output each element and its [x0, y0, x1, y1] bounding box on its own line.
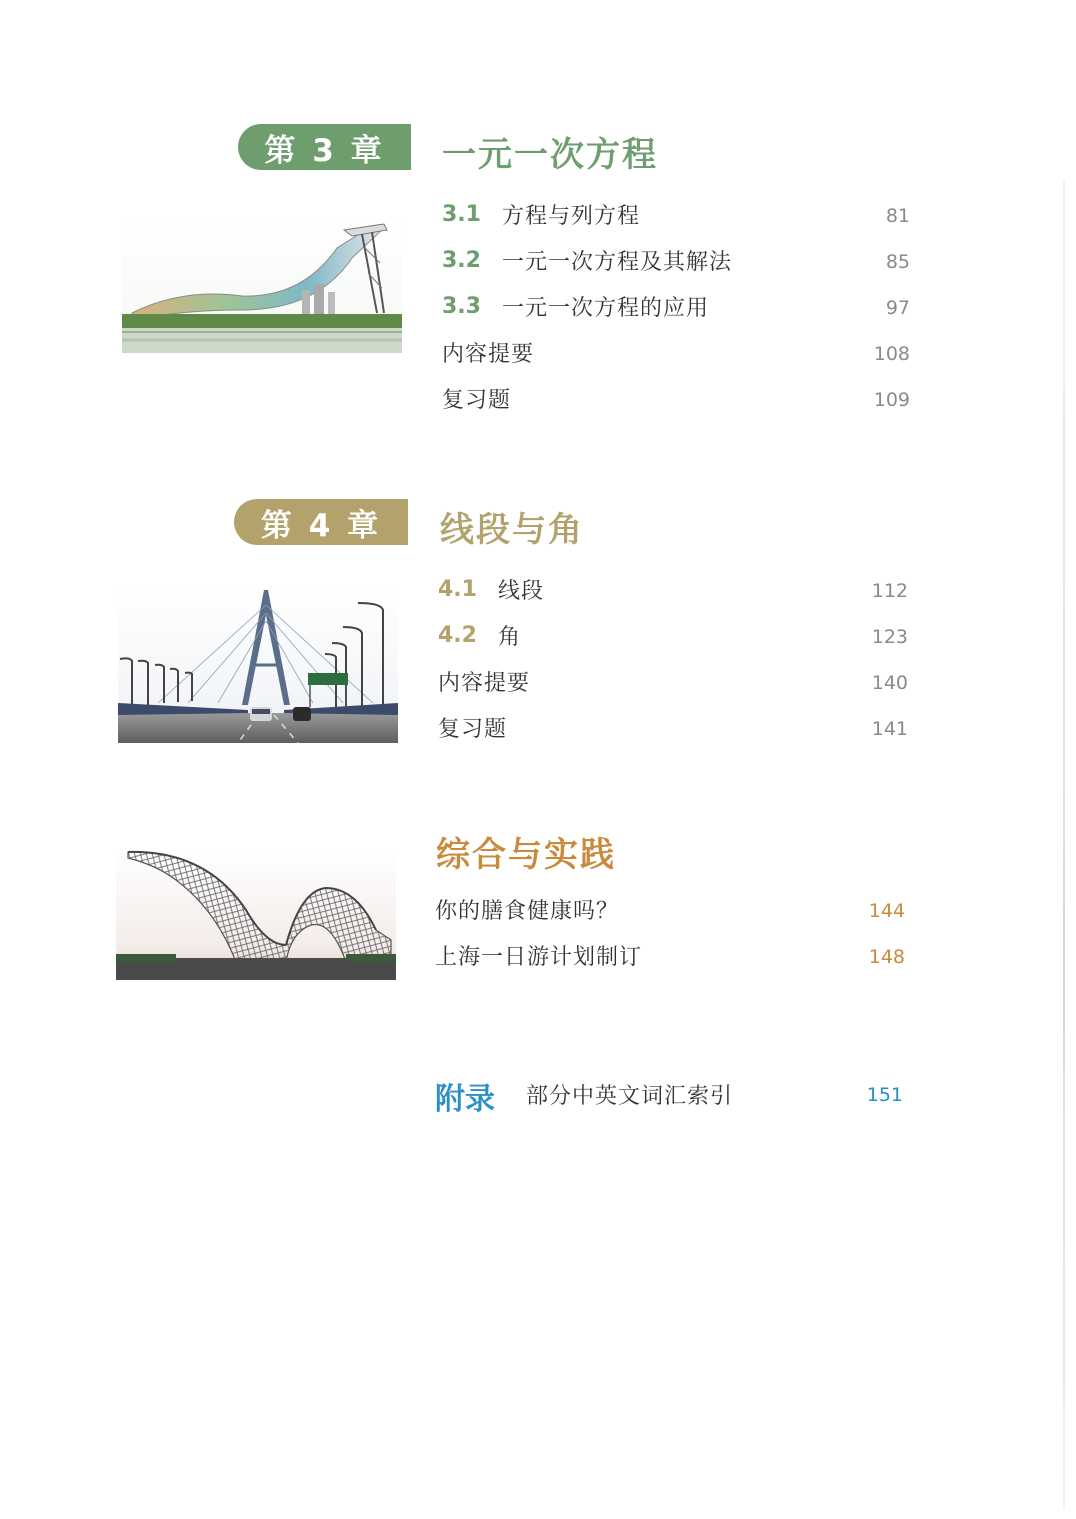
- section-number: 4.2: [438, 622, 477, 648]
- page-number: 108: [873, 343, 910, 365]
- page-number: 140: [871, 672, 908, 694]
- page-number: 144: [868, 900, 905, 922]
- toc-row[interactable]: [438, 663, 530, 699]
- section-title: 一元一次方程的应用: [502, 295, 710, 321]
- section-title: 复习题: [438, 716, 508, 742]
- page-edge-shadow: [1063, 180, 1065, 1510]
- chapter-4-title: 线段与角: [440, 510, 584, 550]
- page-number: 112: [871, 580, 908, 602]
- section-title: 上海一日游计划制订: [435, 944, 643, 970]
- section-title: 方程与列方程: [502, 203, 641, 229]
- chapter-3-title: 一元一次方程: [442, 135, 658, 175]
- appendix-page-number: 151: [866, 1084, 903, 1106]
- section-title: 内容提要: [438, 670, 531, 696]
- page-number: 85: [885, 251, 910, 273]
- section-title: 你的膳食健康吗？: [435, 898, 620, 924]
- page-number: 141: [871, 718, 908, 740]
- section-title: 复习题: [442, 387, 512, 413]
- toc-row[interactable]: [442, 196, 640, 232]
- chapter-3-tab: [238, 124, 411, 170]
- lattice-arch-image: [116, 850, 396, 980]
- page-number: 109: [873, 389, 910, 411]
- toc-row[interactable]: [442, 380, 511, 416]
- section-number: 3.1: [442, 201, 481, 227]
- practice-title: 综合与实践: [436, 835, 616, 875]
- section-title: 角: [498, 624, 522, 650]
- appendix-label: 附录: [435, 1082, 495, 1117]
- toc-row[interactable]: [442, 334, 534, 370]
- page-number: 148: [868, 946, 905, 968]
- page-number: 81: [885, 205, 910, 227]
- toc-row[interactable]: [435, 937, 642, 973]
- toc-row[interactable]: [442, 242, 732, 278]
- section-number: 4.1: [438, 576, 477, 602]
- section-title: 线段: [498, 578, 545, 604]
- bridge-image: [118, 585, 398, 743]
- section-number: 3.3: [442, 293, 481, 319]
- ski-jump-image: [122, 218, 402, 353]
- appendix-title: 部分中英文词汇索引: [526, 1083, 734, 1109]
- toc-row[interactable]: [435, 891, 619, 927]
- toc-row[interactable]: [438, 709, 507, 745]
- chapter-4-tab-label: 第 4 章: [260, 507, 382, 544]
- appendix-row[interactable]: [526, 1076, 733, 1112]
- toc-row[interactable]: [438, 617, 521, 653]
- section-title: 一元一次方程及其解法: [502, 249, 733, 275]
- chapter-4-tab: [234, 499, 408, 545]
- chapter-3-tab-label: 第 3 章: [264, 132, 385, 169]
- section-title: 内容提要: [442, 341, 535, 367]
- toc-row[interactable]: [438, 571, 544, 607]
- page-number: 97: [885, 297, 910, 319]
- toc-row[interactable]: [442, 288, 709, 324]
- page-number: 123: [871, 626, 908, 648]
- section-number: 3.2: [442, 247, 481, 273]
